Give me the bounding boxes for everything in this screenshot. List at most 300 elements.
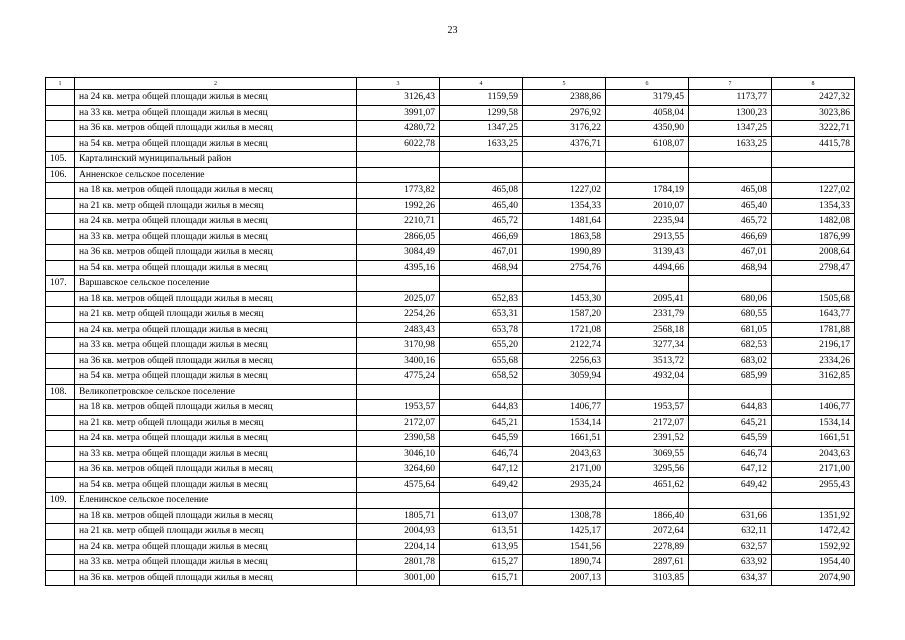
section-number: 107. <box>46 276 75 292</box>
value-cell: 1159,59 <box>440 90 523 106</box>
column-number: 5 <box>523 78 606 90</box>
value-cell: 633,92 <box>689 555 772 571</box>
value-cell: 1954,40 <box>772 555 855 571</box>
value-cell: 4932,04 <box>606 369 689 385</box>
table-row <box>46 446 855 462</box>
row-label: на 36 кв. метров общей площади жилья в месяц <box>75 570 357 586</box>
value-cell: 647,12 <box>689 462 772 478</box>
value-cell: 2254,26 <box>357 307 440 323</box>
value-cell: 4280,72 <box>357 121 440 137</box>
table-row <box>46 214 855 230</box>
row-label: на 36 кв. метров общей площади жилья в месяц <box>75 462 357 478</box>
value-cell: 2004,93 <box>357 524 440 540</box>
row-number-cell <box>46 198 75 214</box>
row-number-cell <box>46 229 75 245</box>
value-cell: 680,06 <box>689 291 772 307</box>
value-cell: 683,02 <box>689 353 772 369</box>
value-cell: 613,95 <box>440 539 523 555</box>
table-row <box>46 431 855 447</box>
value-cell: 649,42 <box>440 477 523 493</box>
value-cell: 1406,77 <box>772 400 855 416</box>
value-cell: 2172,07 <box>606 415 689 431</box>
row-label: на 18 кв. метров общей площади жилья в месяц <box>75 183 357 199</box>
column-number-row <box>46 78 855 90</box>
value-cell: 658,52 <box>440 369 523 385</box>
table-row <box>46 322 855 338</box>
table-row <box>46 415 855 431</box>
empty-cell <box>772 167 855 183</box>
value-cell: 2935,24 <box>523 477 606 493</box>
value-cell: 655,20 <box>440 338 523 354</box>
value-cell: 2171,00 <box>523 462 606 478</box>
row-label: на 24 кв. метра общей площади жилья в месяц <box>75 90 357 106</box>
value-cell: 647,12 <box>440 462 523 478</box>
value-cell: 2866,05 <box>357 229 440 245</box>
value-cell: 645,59 <box>440 431 523 447</box>
row-label: на 36 кв. метров общей площади жилья в месяц <box>75 245 357 261</box>
value-cell: 3059,94 <box>523 369 606 385</box>
row-label: на 18 кв. метров общей площади жилья в месяц <box>75 400 357 416</box>
column-number: 1 <box>46 78 75 90</box>
empty-cell <box>606 167 689 183</box>
value-cell: 680,55 <box>689 307 772 323</box>
column-number: 4 <box>440 78 523 90</box>
value-cell: 467,01 <box>440 245 523 261</box>
value-cell: 2390,58 <box>357 431 440 447</box>
table-row <box>46 245 855 261</box>
value-cell: 644,83 <box>440 400 523 416</box>
value-cell: 615,27 <box>440 555 523 571</box>
empty-cell <box>357 384 440 400</box>
value-cell: 1351,92 <box>772 508 855 524</box>
value-cell: 3400,16 <box>357 353 440 369</box>
value-cell: 2025,07 <box>357 291 440 307</box>
value-cell: 468,94 <box>440 260 523 276</box>
section-title: Карталинский муниципальный район <box>75 152 357 168</box>
value-cell: 1773,82 <box>357 183 440 199</box>
value-cell: 3023,86 <box>772 105 855 121</box>
value-cell: 3277,34 <box>606 338 689 354</box>
value-cell: 1876,99 <box>772 229 855 245</box>
value-cell: 2388,86 <box>523 90 606 106</box>
value-cell: 2483,43 <box>357 322 440 338</box>
value-cell: 646,74 <box>689 446 772 462</box>
value-cell: 465,72 <box>689 214 772 230</box>
table-row <box>46 307 855 323</box>
value-cell: 3222,71 <box>772 121 855 137</box>
value-cell: 2171,00 <box>772 462 855 478</box>
table-row <box>46 570 855 586</box>
row-label: на 18 кв. метров общей площади жилья в месяц <box>75 291 357 307</box>
value-cell: 1227,02 <box>772 183 855 199</box>
value-cell: 1541,56 <box>523 539 606 555</box>
row-label: на 54 кв. метра общей площади жилья в месяц <box>75 477 357 493</box>
table-row <box>46 524 855 540</box>
empty-cell <box>357 493 440 509</box>
section-number: 108. <box>46 384 75 400</box>
value-cell: 2172,07 <box>357 415 440 431</box>
value-cell: 6022,78 <box>357 136 440 152</box>
table-row <box>46 105 855 121</box>
row-number-cell <box>46 539 75 555</box>
value-cell: 3170,98 <box>357 338 440 354</box>
value-cell: 3162,85 <box>772 369 855 385</box>
value-cell: 3001,00 <box>357 570 440 586</box>
value-cell: 632,57 <box>689 539 772 555</box>
row-label: на 24 кв. метра общей площади жилья в месяц <box>75 322 357 338</box>
section-row <box>46 276 855 292</box>
value-cell: 3991,07 <box>357 105 440 121</box>
value-cell: 2391,52 <box>606 431 689 447</box>
row-number-cell <box>46 121 75 137</box>
value-cell: 2331,79 <box>606 307 689 323</box>
row-label: на 18 кв. метров общей площади жилья в месяц <box>75 508 357 524</box>
empty-cell <box>772 493 855 509</box>
value-cell: 1505,68 <box>772 291 855 307</box>
section-number: 106. <box>46 167 75 183</box>
row-number-cell <box>46 446 75 462</box>
column-number: 7 <box>689 78 772 90</box>
column-number: 3 <box>357 78 440 90</box>
value-cell: 1308,78 <box>523 508 606 524</box>
empty-cell <box>440 384 523 400</box>
value-cell: 2334,26 <box>772 353 855 369</box>
value-cell: 1992,26 <box>357 198 440 214</box>
value-cell: 645,21 <box>440 415 523 431</box>
value-cell: 3513,72 <box>606 353 689 369</box>
value-cell: 1425,17 <box>523 524 606 540</box>
value-cell: 468,94 <box>689 260 772 276</box>
value-cell: 2256,63 <box>523 353 606 369</box>
value-cell: 4058,04 <box>606 105 689 121</box>
tariff-table <box>45 77 855 586</box>
value-cell: 2235,94 <box>606 214 689 230</box>
value-cell: 1781,88 <box>772 322 855 338</box>
empty-cell <box>357 276 440 292</box>
value-cell: 653,31 <box>440 307 523 323</box>
value-cell: 631,66 <box>689 508 772 524</box>
row-label: на 36 кв. метров общей площади жилья в месяц <box>75 121 357 137</box>
empty-cell <box>772 276 855 292</box>
value-cell: 1784,19 <box>606 183 689 199</box>
row-number-cell <box>46 353 75 369</box>
value-cell: 2897,61 <box>606 555 689 571</box>
value-cell: 3295,56 <box>606 462 689 478</box>
table-row <box>46 338 855 354</box>
value-cell: 2008,64 <box>772 245 855 261</box>
row-label: на 33 кв. метра общей площади жилья в месяц <box>75 229 357 245</box>
value-cell: 1633,25 <box>440 136 523 152</box>
value-cell: 1990,89 <box>523 245 606 261</box>
value-cell: 645,21 <box>689 415 772 431</box>
row-label: на 54 кв. метра общей площади жилья в месяц <box>75 136 357 152</box>
row-number-cell <box>46 136 75 152</box>
section-row <box>46 493 855 509</box>
value-cell: 2754,76 <box>523 260 606 276</box>
empty-cell <box>689 167 772 183</box>
row-label: на 54 кв. метра общей площади жилья в месяц <box>75 369 357 385</box>
value-cell: 2278,89 <box>606 539 689 555</box>
empty-cell <box>606 384 689 400</box>
value-cell: 465,08 <box>440 183 523 199</box>
row-number-cell <box>46 369 75 385</box>
table-row <box>46 260 855 276</box>
row-label: на 21 кв. метр общей площади жилья в месяц <box>75 415 357 431</box>
table-row <box>46 121 855 137</box>
row-label: на 21 кв. метр общей площади жилья в месяц <box>75 307 357 323</box>
value-cell: 1173,77 <box>689 90 772 106</box>
section-number: 109. <box>46 493 75 509</box>
empty-cell <box>772 384 855 400</box>
value-cell: 2007,13 <box>523 570 606 586</box>
value-cell: 2196,17 <box>772 338 855 354</box>
row-label: на 33 кв. метра общей площади жилья в месяц <box>75 555 357 571</box>
value-cell: 2427,32 <box>772 90 855 106</box>
value-cell: 1300,23 <box>689 105 772 121</box>
value-cell: 1592,92 <box>772 539 855 555</box>
value-cell: 2010,07 <box>606 198 689 214</box>
empty-cell <box>606 276 689 292</box>
value-cell: 1453,30 <box>523 291 606 307</box>
value-cell: 1863,58 <box>523 229 606 245</box>
value-cell: 613,07 <box>440 508 523 524</box>
value-cell: 1721,08 <box>523 322 606 338</box>
value-cell: 681,05 <box>689 322 772 338</box>
value-cell: 1890,74 <box>523 555 606 571</box>
value-cell: 645,59 <box>689 431 772 447</box>
value-cell: 2043,63 <box>772 446 855 462</box>
row-label: на 33 кв. метра общей площади жилья в месяц <box>75 446 357 462</box>
table-row <box>46 136 855 152</box>
value-cell: 1534,14 <box>772 415 855 431</box>
section-number: 105. <box>46 152 75 168</box>
value-cell: 2122,74 <box>523 338 606 354</box>
value-cell: 4494,66 <box>606 260 689 276</box>
section-row <box>46 384 855 400</box>
value-cell: 1633,25 <box>689 136 772 152</box>
table-row <box>46 508 855 524</box>
value-cell: 1347,25 <box>689 121 772 137</box>
row-number-cell <box>46 570 75 586</box>
empty-cell <box>523 384 606 400</box>
page-number: 23 <box>447 25 458 36</box>
row-number-cell <box>46 260 75 276</box>
tariff-table-body <box>46 78 855 586</box>
table-row <box>46 462 855 478</box>
value-cell: 685,99 <box>689 369 772 385</box>
value-cell: 3069,55 <box>606 446 689 462</box>
value-cell: 1953,57 <box>357 400 440 416</box>
value-cell: 2955,43 <box>772 477 855 493</box>
value-cell: 3103,85 <box>606 570 689 586</box>
row-label: на 36 кв. метров общей площади жилья в месяц <box>75 353 357 369</box>
value-cell: 3179,45 <box>606 90 689 106</box>
row-number-cell <box>46 307 75 323</box>
value-cell: 1354,33 <box>523 198 606 214</box>
row-label: на 21 кв. метр общей площади жилья в месяц <box>75 524 357 540</box>
empty-cell <box>440 493 523 509</box>
row-number-cell <box>46 105 75 121</box>
value-cell: 1805,71 <box>357 508 440 524</box>
empty-cell <box>606 493 689 509</box>
row-number-cell <box>46 90 75 106</box>
empty-cell <box>689 152 772 168</box>
value-cell: 1406,77 <box>523 400 606 416</box>
row-number-cell <box>46 524 75 540</box>
value-cell: 3176,22 <box>523 121 606 137</box>
value-cell: 3126,43 <box>357 90 440 106</box>
empty-cell <box>523 167 606 183</box>
table-row <box>46 369 855 385</box>
section-title: Великопетровское сельское поселение <box>75 384 357 400</box>
table-row <box>46 400 855 416</box>
value-cell: 1347,25 <box>440 121 523 137</box>
table-row <box>46 353 855 369</box>
row-number-cell <box>46 431 75 447</box>
row-number-cell <box>46 291 75 307</box>
value-cell: 465,40 <box>689 198 772 214</box>
table-row <box>46 90 855 106</box>
value-cell: 649,42 <box>689 477 772 493</box>
value-cell: 4376,71 <box>523 136 606 152</box>
value-cell: 465,08 <box>689 183 772 199</box>
empty-cell <box>440 167 523 183</box>
value-cell: 644,83 <box>689 400 772 416</box>
value-cell: 465,40 <box>440 198 523 214</box>
empty-cell <box>606 152 689 168</box>
value-cell: 1953,57 <box>606 400 689 416</box>
column-number: 8 <box>772 78 855 90</box>
value-cell: 2801,78 <box>357 555 440 571</box>
row-number-cell <box>46 555 75 571</box>
value-cell: 1299,58 <box>440 105 523 121</box>
empty-cell <box>689 384 772 400</box>
row-number-cell <box>46 462 75 478</box>
value-cell: 1482,08 <box>772 214 855 230</box>
value-cell: 6108,07 <box>606 136 689 152</box>
value-cell: 1227,02 <box>523 183 606 199</box>
row-label: на 33 кв. метра общей площади жилья в месяц <box>75 105 357 121</box>
row-label: на 54 кв. метра общей площади жилья в месяц <box>75 260 357 276</box>
value-cell: 4775,24 <box>357 369 440 385</box>
value-cell: 2976,92 <box>523 105 606 121</box>
row-number-cell <box>46 322 75 338</box>
value-cell: 2210,71 <box>357 214 440 230</box>
empty-cell <box>357 152 440 168</box>
table-row <box>46 555 855 571</box>
row-label: на 24 кв. метра общей площади жилья в месяц <box>75 539 357 555</box>
empty-cell <box>689 276 772 292</box>
row-number-cell <box>46 245 75 261</box>
value-cell: 2095,41 <box>606 291 689 307</box>
row-label: на 21 кв. метр общей площади жилья в месяц <box>75 198 357 214</box>
value-cell: 613,51 <box>440 524 523 540</box>
value-cell: 1587,20 <box>523 307 606 323</box>
empty-cell <box>523 493 606 509</box>
value-cell: 2074,90 <box>772 570 855 586</box>
value-cell: 615,71 <box>440 570 523 586</box>
empty-cell <box>523 276 606 292</box>
value-cell: 2568,18 <box>606 322 689 338</box>
value-cell: 2043,63 <box>523 446 606 462</box>
value-cell: 4395,16 <box>357 260 440 276</box>
table-row <box>46 183 855 199</box>
table-row <box>46 198 855 214</box>
value-cell: 2072,64 <box>606 524 689 540</box>
section-row <box>46 167 855 183</box>
column-number: 2 <box>75 78 357 90</box>
row-number-cell <box>46 477 75 493</box>
value-cell: 1661,51 <box>523 431 606 447</box>
empty-cell <box>772 152 855 168</box>
empty-cell <box>689 493 772 509</box>
value-cell: 1661,51 <box>772 431 855 447</box>
value-cell: 2913,55 <box>606 229 689 245</box>
empty-cell <box>440 152 523 168</box>
row-number-cell <box>46 183 75 199</box>
value-cell: 1354,33 <box>772 198 855 214</box>
value-cell: 4575,64 <box>357 477 440 493</box>
value-cell: 632,11 <box>689 524 772 540</box>
value-cell: 682,53 <box>689 338 772 354</box>
empty-cell <box>357 167 440 183</box>
value-cell: 4350,90 <box>606 121 689 137</box>
table-row <box>46 229 855 245</box>
value-cell: 1472,42 <box>772 524 855 540</box>
row-number-cell <box>46 338 75 354</box>
value-cell: 4415,78 <box>772 136 855 152</box>
table-row <box>46 477 855 493</box>
table-row <box>46 291 855 307</box>
value-cell: 655,68 <box>440 353 523 369</box>
value-cell: 466,69 <box>440 229 523 245</box>
value-cell: 1481,64 <box>523 214 606 230</box>
row-number-cell <box>46 508 75 524</box>
value-cell: 3139,43 <box>606 245 689 261</box>
value-cell: 653,78 <box>440 322 523 338</box>
empty-cell <box>523 152 606 168</box>
row-number-cell <box>46 400 75 416</box>
value-cell: 3264,60 <box>357 462 440 478</box>
value-cell: 3084,49 <box>357 245 440 261</box>
value-cell: 1534,14 <box>523 415 606 431</box>
section-row <box>46 152 855 168</box>
row-label: на 24 кв. метра общей площади жилья в месяц <box>75 214 357 230</box>
row-label: на 24 кв. метра общей площади жилья в месяц <box>75 431 357 447</box>
value-cell: 466,69 <box>689 229 772 245</box>
row-label: на 33 кв. метра общей площади жилья в месяц <box>75 338 357 354</box>
table-row <box>46 539 855 555</box>
section-title: Варшавское сельское поселение <box>75 276 357 292</box>
section-title: Еленинское сельское поселение <box>75 493 357 509</box>
row-number-cell <box>46 214 75 230</box>
value-cell: 2204,14 <box>357 539 440 555</box>
value-cell: 652,83 <box>440 291 523 307</box>
value-cell: 3046,10 <box>357 446 440 462</box>
value-cell: 4651,62 <box>606 477 689 493</box>
value-cell: 465,72 <box>440 214 523 230</box>
section-title: Анненское сельское поселение <box>75 167 357 183</box>
value-cell: 1866,40 <box>606 508 689 524</box>
value-cell: 467,01 <box>689 245 772 261</box>
value-cell: 2798,47 <box>772 260 855 276</box>
value-cell: 646,74 <box>440 446 523 462</box>
value-cell: 634,37 <box>689 570 772 586</box>
column-number: 6 <box>606 78 689 90</box>
value-cell: 1643,77 <box>772 307 855 323</box>
row-number-cell <box>46 415 75 431</box>
empty-cell <box>440 276 523 292</box>
